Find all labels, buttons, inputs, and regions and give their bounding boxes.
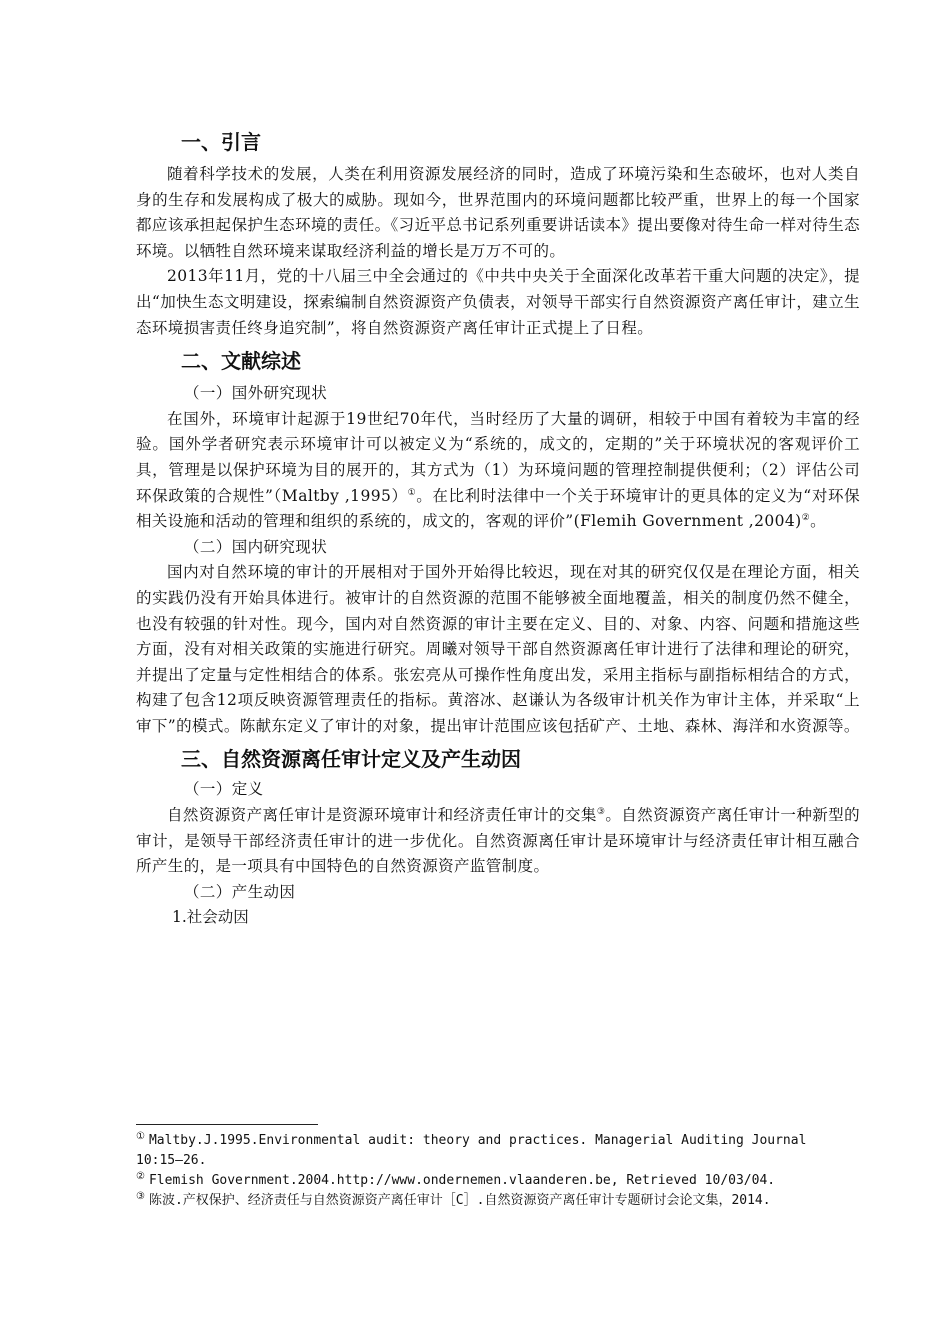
footnote-mark-2: ② bbox=[136, 1170, 145, 1182]
subheading-foreign-research: （一）国外研究现状 bbox=[184, 384, 328, 403]
footnote-3 bbox=[136, 1191, 860, 1211]
subheading-motivation: （二）产生动因 bbox=[184, 882, 296, 901]
footnote-text-2: Flemish Government.2004.http://www.ondernemen.vlaanderen.be, Retrieved 10/03/04. bbox=[148, 1173, 776, 1188]
page-body bbox=[136, 118, 860, 931]
footnote-mark-1: ① bbox=[136, 1130, 145, 1142]
subheading-domestic-research: （二）国内研究现状 bbox=[184, 537, 328, 556]
foreign-research-text-cont: 。在比利时法律中一个关于环境审计的更具体的定义为“对环保相关设施和活动的管理和组织的系统的，成文的，客观的评价”(Flemih Government ,2004) bbox=[136, 486, 861, 531]
footnote-2 bbox=[136, 1171, 860, 1191]
footnote-text-1: Maltby.J.1995.Environmental audit: theory and practices. Managerial Auditing Journal 10:15–26. bbox=[136, 1133, 807, 1168]
intro-paragraph-2: 2013年11月，党的十八届三中全会通过的《中共中央关于全面深化改革若干重大问题的决定》，提出“加快生态文明建设，探索编制自然资源资产负债表，对领导干部实行自然资源资产离任审计，建立生态环境损害责任终身追究制”，将自然资源资产离任审计正式提上了日程。 bbox=[136, 267, 860, 337]
footnote-1 bbox=[136, 1131, 860, 1171]
domestic-research-paragraph: 国内对自然环境的审计的开展相对于国外开始得比较迟，现在对其的研究仅仅是在理论方面，相关的实践仍没有开始具体进行。被审计的自然资源的范围不能够被全面地覆盖，相关的制度仍然不健全，也没有较强的针对性。现今，国内对自然资源的审计主要在定义、目的、对象、内容、问题和措施这些方面，没有对相关政策的实施进行研究。周曦对领导干部自然资源离任审计进行了法律和理论的研究，并提出了定量与定性相结合的体系。张宏亮从可操作性角度出发，采用主指标与副指标相结合的方式，构建了包含12项反映资源管理责任的指标。黄溶冰、赵谦认为各级审计机关作为审计主体，并采取“上审下”的模式。陈献东定义了审计的对象，提出审计范围应该包括矿产、土地、森林、海洋和水资源等。 bbox=[136, 563, 860, 735]
foreign-research-text: 在国外，环境审计起源于19世纪70年代，当时经历了大量的调研，相较于中国有着较为丰富的经验。国外学者研究表示环境审计可以被定义为“系统的，成文的，定期的”关于环境状况的客观评价工具，管理是以保护环境为目的展开的，其方式为（1）为环境问题的管理控制提供便利；（2）评估公司环保政策的合规性”（Maltby ,1995） bbox=[136, 409, 860, 505]
list-item-social-motivation: 1.社会动因 bbox=[172, 908, 249, 927]
definition-text: 自然资源资产离任审计是资源环境审计和经济责任审计的交集 bbox=[167, 806, 597, 825]
footnote-divider bbox=[136, 1124, 318, 1125]
footnote-ref-1: ① bbox=[407, 487, 417, 498]
footnote-ref-3: ③ bbox=[596, 806, 606, 817]
section-heading-literature-review: 二、文献综述 bbox=[181, 349, 301, 374]
foreign-research-text-end: 。 bbox=[810, 512, 826, 531]
foreign-research-paragraph bbox=[136, 407, 860, 535]
subheading-definition: （一）定义 bbox=[184, 780, 264, 799]
footnote-ref-2: ② bbox=[801, 512, 811, 523]
footnote-text-3: 陈波.产权保护、经济责任与自然资源资产离任审计［C］.自然资源资产离任审计专题研讨会论文集，2014. bbox=[148, 1193, 771, 1208]
section-heading-definition-motivation: 三、自然资源离任审计定义及产生动因 bbox=[181, 747, 521, 772]
footnotes bbox=[136, 1124, 860, 1211]
footnote-mark-3: ③ bbox=[136, 1190, 145, 1202]
definition-paragraph bbox=[136, 803, 860, 880]
section-heading-introduction: 一、引言 bbox=[181, 130, 261, 154]
intro-paragraph-1: 随着科学技术的发展，人类在利用资源发展经济的同时，造成了环境污染和生态破坏，也对人类自身的生存和发展构成了极大的威胁。现如今，世界范围内的环境问题都比较严重，世界上的每一个国家都应该承担起保护生态环境的责任。《习近平总书记系列重要讲话读本》提出要像对待生命一样对待生态环境。以牺牲自然环境来谋取经济利益的增长是万万不可的。 bbox=[136, 165, 860, 260]
definition-text-cont: 。自然资源资产离任审计一种新型的审计，是领导干部经济责任审计的进一步优化。自然资源离任审计是环境审计与经济责任审计相互融合所产生的，是一项具有中国特色的自然资源资产监管制度。 bbox=[136, 806, 860, 876]
